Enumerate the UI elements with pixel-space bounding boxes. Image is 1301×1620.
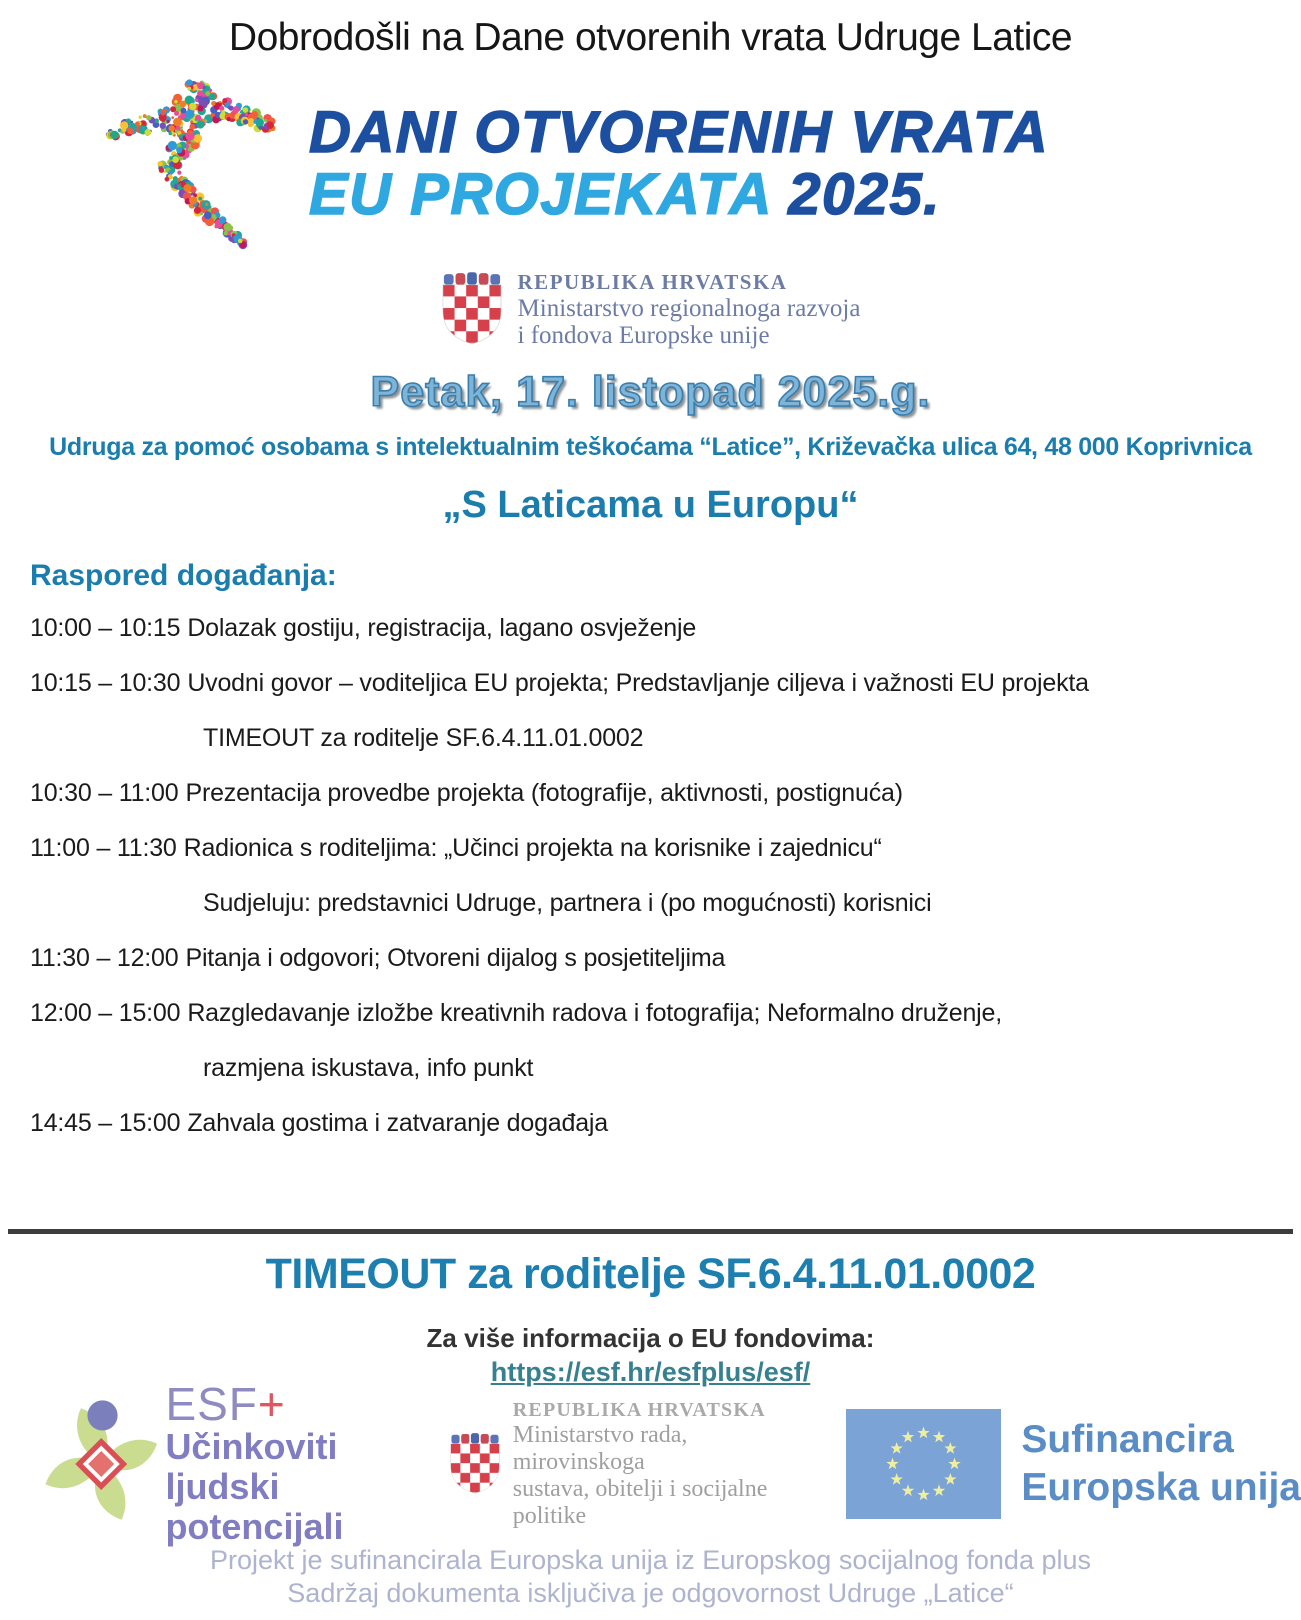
section-divider (8, 1229, 1293, 1234)
esf-line2: potencijali (165, 1506, 344, 1547)
organizer-address: Udruga za pomoć osobama s intelektualnim teškoćama “Latice”, Križevačka ulica 64, 48 000 Koprivnica (49, 433, 1252, 461)
schedule-item: 11:00 – 11:30 Radionica s roditeljima: „Učinci projekta na korisnike i zajednicu“ (30, 834, 882, 862)
event-date: Petak, 17. listopad 2025.g. (370, 368, 931, 416)
event-slogan: „S Laticama u Europu“ (442, 484, 859, 526)
schedule-item-continuation: TIMEOUT za roditelje SF.6.4.11.01.0002 (203, 724, 644, 752)
ministry-footer-line1: Ministarstvo rada, mirovinskoga (512, 1421, 688, 1475)
ministry-header-text (518, 270, 861, 349)
schedule-item: 10:00 – 10:15 Dolazak gostiju, registracija, lagano osvježenje (30, 614, 697, 642)
esf-info-link[interactable]: https://esf.hr/esfplus/esf/ (490, 1357, 811, 1387)
disclaimer (0, 1544, 1301, 1610)
esf-plus-text (165, 1378, 434, 1547)
schedule-list (0, 601, 1301, 1151)
schedule-item: 12:00 – 15:00 Razgledavanje izložbe kreativnih radova i fotografija; Neformalno druženje, (30, 999, 1002, 1027)
ministry-line1: Ministarstvo regionalnoga razvoja (517, 294, 861, 322)
schedule-item-continuation: Sudjeluju: predstavnici Udruge, partnera i (po mogućnosti) korisnici (203, 889, 932, 917)
ministry-header (0, 266, 1301, 352)
info-label: Za više informacija o EU fondovima: (426, 1323, 875, 1353)
event-title (309, 102, 1049, 226)
schedule-item: 14:45 – 15:00 Zahvala gostima i zatvaranje događaja (30, 1109, 608, 1137)
ministry-footer-text (513, 1399, 811, 1530)
ministry-footer-logo (449, 1399, 811, 1530)
event-title-line1: DANI OTVORENIH VRATA (309, 100, 1049, 165)
event-logo (92, 70, 1301, 258)
esf-line1: Učinkoviti ljudski (165, 1426, 338, 1507)
croatia-coat-of-arms-icon (449, 1433, 501, 1495)
schedule-item-continuation: razmjena iskustava, info punkt (203, 1054, 534, 1082)
project-heading: TIMEOUT za roditelje SF.6.4.11.01.0002 (265, 1250, 1036, 1298)
event-title-line2 (309, 164, 1049, 226)
eu-flag-icon (846, 1409, 1001, 1519)
ministry-line2: i fondova Europske unije (517, 321, 770, 349)
welcome-title: Dobrodošli na Dane otvorenih vrata Udruge Latice (228, 16, 1073, 59)
eu-text-line1: Sufinancira (1021, 1418, 1234, 1461)
schedule-item: 11:30 – 12:00 Pitanja i odgovori; Otvoreni dijalog s posjetiteljima (30, 944, 726, 972)
funding-logos (0, 1378, 1301, 1547)
esf-plus-flower-icon (33, 1390, 169, 1538)
disclaimer-line2: Sadržaj dokumenta isključiva je odgovornost Udruge „Latice“ (287, 1578, 1014, 1608)
eu-text-line2: Europska unija (1021, 1466, 1301, 1509)
ministry-country: REPUBLIKA HRVATSKA (517, 269, 788, 294)
croatia-coat-of-arms-icon (441, 272, 503, 346)
esf-plus-sign: + (257, 1378, 286, 1430)
schedule-item: 10:30 – 11:00 Prezentacija provedbe projekta (fotografije, aktivnosti, postignuća) (30, 779, 903, 807)
schedule-item: 10:15 – 10:30 Uvodni govor – voditeljica EU projekta; Predstavljanje ciljeva i važnosti EU projekta (30, 669, 1089, 697)
disclaimer-line1: Projekt je sufinancirala Europska unija iz Europskog socijalnog fonda plus (209, 1545, 1091, 1575)
event-title-line2-light: EU PROJEKATA (309, 162, 771, 227)
ministry-footer-country: REPUBLIKA HRVATSKA (512, 1398, 766, 1421)
eu-cofunding-logo (846, 1409, 1301, 1519)
ministry-footer-line2: sustava, obitelji i socijalne politike (512, 1475, 768, 1529)
esf-plus-logo (33, 1378, 435, 1547)
esf-brand: ESF+ (165, 1378, 286, 1430)
schedule-heading: Raspored događanja: (30, 559, 337, 592)
croatia-map-confetti-icon (92, 71, 307, 257)
eu-cofunding-text (1021, 1416, 1301, 1512)
event-title-line2-year: 2025. (770, 162, 941, 227)
